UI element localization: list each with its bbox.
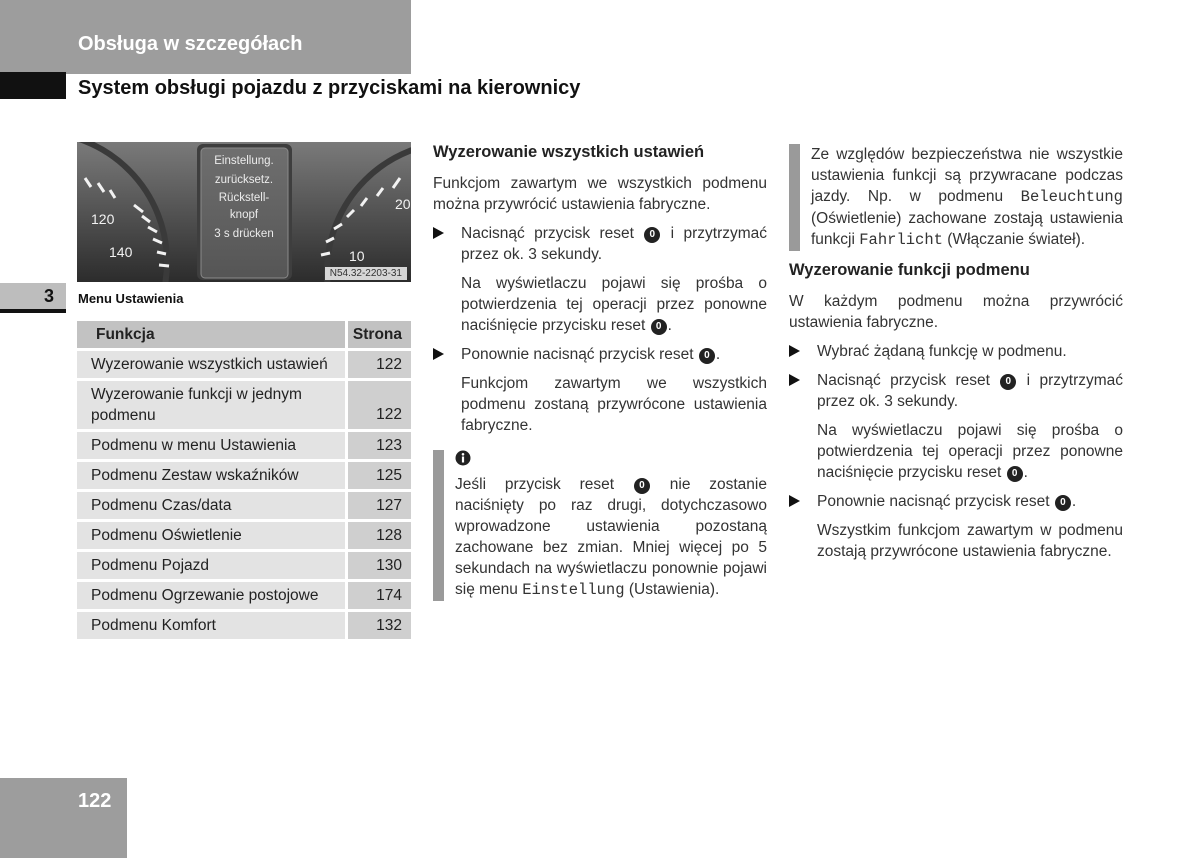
display-line: Einstellung. — [214, 155, 274, 167]
page-number: 122 — [78, 790, 112, 812]
step-detail: Na wyświetlaczu pojawi się prośba o potwierdzenia tej operacji przez ponowne naciśnięcie przycisku reset 0 . — [461, 275, 767, 334]
instruction-step: Nacisnąć przycisk reset 0 i przytrzymać przez ok. 3 sekundy. — [789, 370, 1123, 412]
instruction-step: Wybrać żądaną funkcję w podmenu. — [789, 341, 1123, 362]
display-line: knopf — [229, 209, 259, 221]
reset-key-icon: 0 — [644, 227, 660, 243]
table-row — [77, 582, 411, 609]
page-cell: 122 — [348, 381, 411, 429]
column-header-function: Funkcja — [77, 321, 345, 348]
header-divider — [66, 72, 411, 74]
reset-key-icon: 0 — [1000, 374, 1016, 390]
chapter-number: 3 — [44, 286, 55, 306]
table-row — [77, 522, 411, 549]
display-line: Rückstell- — [218, 192, 270, 204]
table-header-row — [77, 321, 411, 348]
instruction-step: Nacisnąć przycisk reset 0 i przytrzymać przez ok. 3 sekundy. — [433, 223, 767, 265]
page-cell: 132 — [348, 612, 411, 639]
table-row — [77, 552, 411, 579]
step-detail: Na wyświetlaczu pojawi się prośba o potwierdzenia tej operacji przez ponowne naciśnięcie przycisku reset 0 . — [817, 422, 1123, 481]
section-heading: Wyzerowanie wszystkich ustawień — [433, 143, 705, 161]
figure-caption: Menu Ustawienia — [78, 291, 184, 306]
intro-text: W każdym podmenu można przywrócić ustawienia fabryczne. — [789, 293, 1123, 331]
reset-key-icon: 0 — [634, 478, 650, 494]
function-cell: Podmenu Ogrzewanie postojowe — [77, 582, 345, 609]
function-cell: Podmenu Pojazd — [77, 552, 345, 579]
section-title: Obsługa w szczegółach — [78, 33, 303, 55]
function-cell: Podmenu Oświetlenie — [77, 522, 345, 549]
step-result: Wszystkim funkcjom zawartym w podmenu zostają przywrócone ustawienia fabryczne. — [817, 522, 1123, 560]
reset-key-icon: 0 — [1055, 495, 1071, 511]
table-row — [77, 492, 411, 519]
table-row — [77, 462, 411, 489]
note-bar — [433, 450, 444, 601]
instruction-step: Ponownie nacisnąć przycisk reset 0 . — [433, 344, 767, 365]
page-footer — [0, 778, 127, 858]
page-cell: 125 — [348, 462, 411, 489]
table-row — [77, 351, 411, 378]
column-header-page: Strona — [348, 321, 411, 348]
section-heading: Wyzerowanie funkcji podmenu — [789, 261, 1030, 279]
content-column-right — [789, 144, 1123, 570]
arrow-bullet-icon — [789, 374, 800, 386]
display-line: 3 s drücken — [214, 228, 274, 240]
reset-key-icon: 0 — [699, 348, 715, 364]
gauge-label: 120 — [91, 211, 115, 227]
page-cell: 122 — [348, 351, 411, 378]
reset-key-icon: 0 — [651, 319, 667, 335]
instrument-cluster-illustration — [77, 142, 411, 282]
gauge-label: 10 — [349, 248, 365, 264]
page-cell: 130 — [348, 552, 411, 579]
instruction-step: Ponownie nacisnąć przycisk reset 0 . — [789, 491, 1123, 512]
header-accent-bar — [0, 72, 66, 99]
page-title: System obsługi pojazdu z przyciskami na kierownicy — [78, 77, 581, 99]
reset-key-icon: 0 — [1007, 466, 1023, 482]
arrow-bullet-icon — [789, 345, 800, 357]
note-bar — [789, 144, 800, 251]
display-text: Beleuchtung — [1020, 188, 1123, 206]
function-cell: Wyzerowanie wszystkich ustawień — [77, 351, 345, 378]
info-icon — [455, 450, 471, 466]
function-cell: Podmenu w menu Ustawienia — [77, 432, 345, 459]
display-text: Einstellung — [522, 581, 625, 599]
page-cell: 123 — [348, 432, 411, 459]
table-row — [77, 432, 411, 459]
display-line: zurücksetz. — [214, 174, 274, 186]
step-result: Funkcjom zawartym we wszystkich podmenu zostaną przywrócone ustawienia fabryczne. — [461, 375, 767, 434]
arrow-bullet-icon — [433, 348, 444, 360]
safety-note: Ze względów bezpieczeństwa nie wszystkie ustawienia funkcji są przywracane podczas jazdy. Np. w podmenu Beleuchtung (Oświetlenie) zachowane zostają ustawienia funkcji Fahrlicht (Włączanie świateł). — [789, 144, 1123, 251]
intro-text: Funkcjom zawartym we wszystkich podmenu można przywrócić ustawienia fabryczne. — [433, 175, 767, 213]
page-cell: 128 — [348, 522, 411, 549]
function-cell: Podmenu Czas/data — [77, 492, 345, 519]
page-cell: 174 — [348, 582, 411, 609]
function-cell: Podmenu Zestaw wskaźników — [77, 462, 345, 489]
instrument-cluster-figure — [77, 142, 411, 282]
function-cell: Wyzerowanie funkcji w jednym podmenu — [77, 381, 345, 429]
table-row — [77, 381, 411, 429]
section-header — [0, 0, 411, 72]
gauge-label: 140 — [109, 244, 133, 260]
display-text: Fahrlicht — [859, 231, 943, 249]
function-cell: Podmenu Komfort — [77, 612, 345, 639]
table-row — [77, 612, 411, 639]
arrow-bullet-icon — [433, 227, 444, 239]
page-cell: 127 — [348, 492, 411, 519]
gauge-label: 20 — [395, 196, 411, 212]
content-column-middle — [433, 142, 767, 601]
function-table — [77, 321, 411, 642]
arrow-bullet-icon — [789, 495, 800, 507]
chapter-tab — [0, 283, 66, 313]
info-note: Jeśli przycisk reset 0 nie zostanie naciśnięty po raz drugi, dotychczasowo wprowadzone ustawienia pozostaną zachowane bez zmian. Mniej więcej po 5 sekundach na wyświetlaczu ponownie pojawi się menu Einstellung (Ustawienia). — [433, 450, 767, 601]
figure-reference: N54.32-2203-31 — [325, 267, 407, 280]
